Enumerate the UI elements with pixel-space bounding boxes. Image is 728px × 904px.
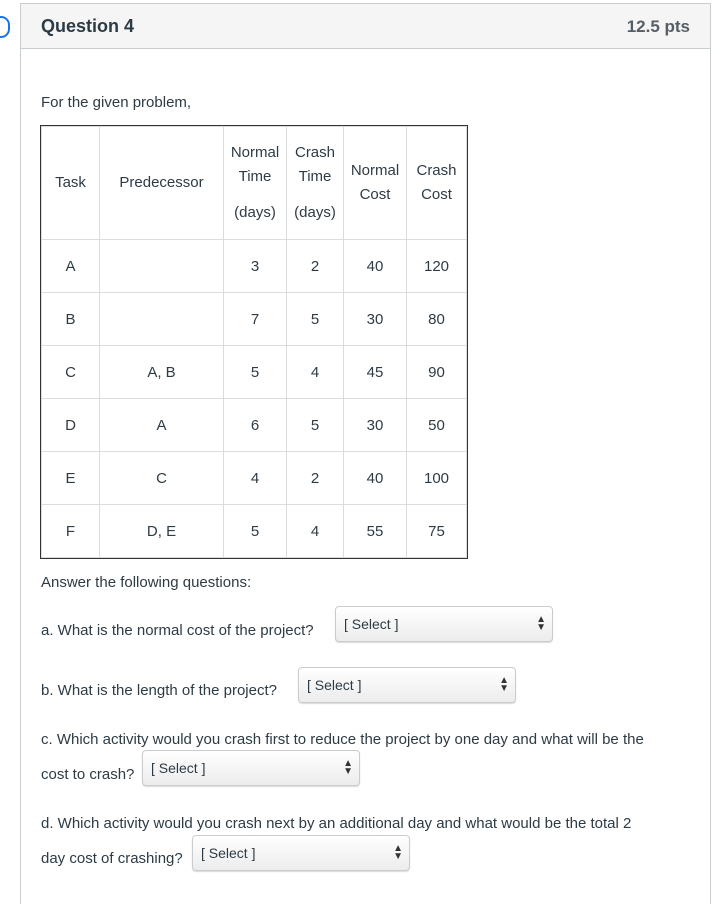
- cell-task: E: [42, 452, 100, 505]
- table-row: [42, 346, 467, 399]
- cell-crash-cost: 120: [407, 240, 467, 293]
- cell-normal-cost: 30: [344, 399, 407, 452]
- cell-predecessor: D, E: [100, 505, 224, 558]
- table-row: [42, 452, 467, 505]
- table-header-row: [42, 127, 467, 240]
- cell-normal-cost: 55: [344, 505, 407, 558]
- cell-normal-time: 7: [224, 293, 287, 346]
- question-points: 12.5 pts: [626, 17, 690, 36]
- cell-predecessor: A, B: [100, 346, 224, 399]
- sort-arrows-icon: ▲ ▼: [343, 758, 353, 777]
- cell-normal-time: 5: [224, 505, 287, 558]
- cell-crash-time: 2: [287, 452, 344, 505]
- cell-crash-time: 2: [287, 240, 344, 293]
- cell-predecessor: [100, 240, 224, 293]
- header-normal-cost: Normal Cost: [344, 127, 407, 240]
- cell-crash-time: 4: [287, 505, 344, 558]
- cell-crash-cost: 75: [407, 505, 467, 558]
- header-normal-time: Normal Time (days): [224, 127, 287, 240]
- table-row: [42, 399, 467, 452]
- header-crash-cost: Crash Cost: [407, 127, 467, 240]
- question-d-line1: d. Which activity would you crash next by an additional day and what would be the total 2: [41, 815, 632, 832]
- select-answer-b[interactable]: [ Select ] ▲ ▼: [298, 667, 516, 703]
- cell-crash-cost: 90: [407, 346, 467, 399]
- cell-crash-time: 4: [287, 346, 344, 399]
- cell-crash-cost: 50: [407, 399, 467, 452]
- cell-normal-time: 6: [224, 399, 287, 452]
- cell-normal-cost: 45: [344, 346, 407, 399]
- cell-crash-cost: 100: [407, 452, 467, 505]
- instructions: Answer the following questions:: [41, 574, 252, 591]
- select-answer-c[interactable]: [ Select ] ▲ ▼: [142, 750, 360, 786]
- question-a: a. What is the normal cost of the project?: [41, 622, 314, 639]
- cell-normal-cost: 40: [344, 240, 407, 293]
- select-answer-d[interactable]: [ Select ] ▲ ▼: [192, 835, 410, 871]
- cell-normal-cost: 40: [344, 452, 407, 505]
- question-intro: For the given problem,: [41, 94, 192, 111]
- table-row: [42, 293, 467, 346]
- cell-predecessor: A: [100, 399, 224, 452]
- sort-arrows-icon: ▲ ▼: [536, 614, 546, 633]
- cell-task: D: [42, 399, 100, 452]
- sort-arrows-icon: ▲ ▼: [499, 675, 509, 694]
- question-b: b. What is the length of the project?: [41, 682, 277, 699]
- bookmark-flag-icon[interactable]: [0, 16, 10, 38]
- cell-task: B: [42, 293, 100, 346]
- question-d-line2: day cost of crashing?: [41, 850, 183, 867]
- cell-predecessor: [100, 293, 224, 346]
- cell-task: C: [42, 346, 100, 399]
- question-card: [20, 3, 711, 904]
- cell-normal-time: 5: [224, 346, 287, 399]
- question-c-line2: cost to crash?: [41, 766, 135, 783]
- table-row: [42, 240, 467, 293]
- cell-crash-cost: 80: [407, 293, 467, 346]
- cell-task: A: [42, 240, 100, 293]
- cell-crash-time: 5: [287, 399, 344, 452]
- cell-normal-time: 4: [224, 452, 287, 505]
- cell-normal-time: 3: [224, 240, 287, 293]
- header-task: Task: [42, 127, 100, 240]
- cell-normal-cost: 30: [344, 293, 407, 346]
- header-predecessor: Predecessor: [100, 127, 224, 240]
- question-c-line1: c. Which activity would you crash first to reduce the project by one day and what will be the: [41, 731, 644, 748]
- table-row: [42, 505, 467, 558]
- header-crash-time: Crash Time (days): [287, 127, 344, 240]
- select-answer-a[interactable]: [ Select ] ▲ ▼: [335, 606, 553, 642]
- question-header: [21, 4, 710, 49]
- cell-task: F: [42, 505, 100, 558]
- cell-crash-time: 5: [287, 293, 344, 346]
- project-table: [41, 126, 467, 558]
- question-title: Question 4: [41, 16, 135, 36]
- sort-arrows-icon: ▲ ▼: [393, 843, 403, 862]
- cell-predecessor: C: [100, 452, 224, 505]
